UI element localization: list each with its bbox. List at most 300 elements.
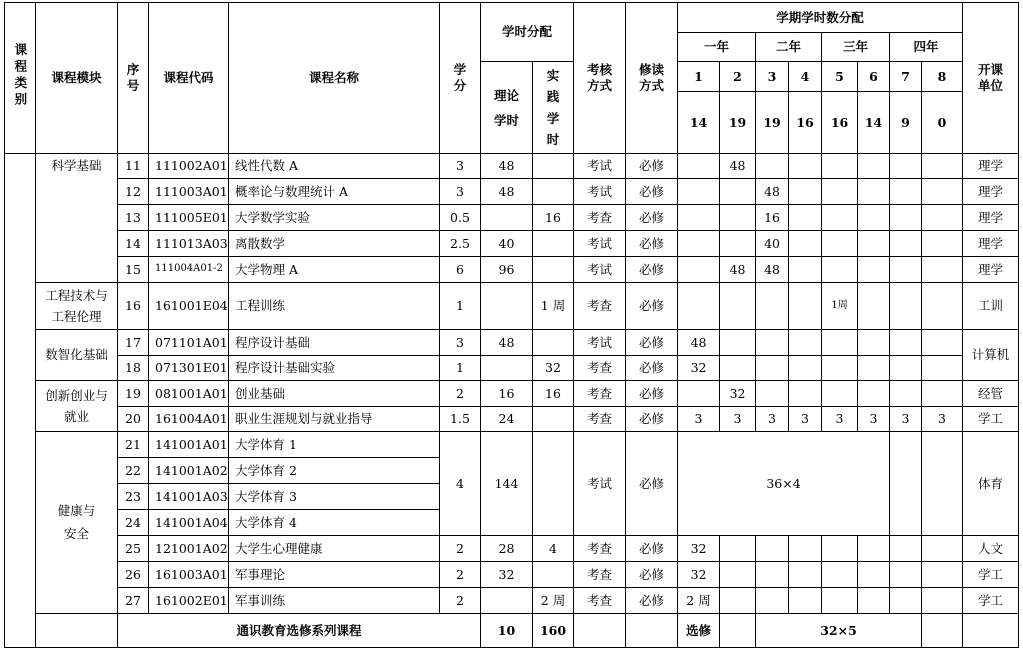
credit-cell: 1 <box>440 356 481 381</box>
term-cell: 48 <box>720 154 756 179</box>
term-cell <box>720 231 756 257</box>
header-category: 课程类别 <box>5 3 36 154</box>
term-cell: 3 <box>720 407 756 432</box>
table-row <box>5 179 1019 205</box>
term-cell <box>720 283 756 330</box>
term-cell <box>858 257 890 283</box>
unit-cell: 学工 <box>963 562 1019 588</box>
term-cell <box>789 179 822 205</box>
term-cell <box>756 381 789 407</box>
term-cell <box>822 231 858 257</box>
term-cell: 48 <box>720 257 756 283</box>
code-cell: 161001E04 <box>149 283 229 330</box>
study-cell: 必修 <box>626 381 678 407</box>
exam-cell: 考查 <box>574 536 626 562</box>
exam-cell: 考查 <box>574 407 626 432</box>
exam-cell: 考试 <box>574 257 626 283</box>
header-study: 修读方式 <box>626 3 678 154</box>
exam-cell: 考查 <box>574 562 626 588</box>
exam-cell: 考查 <box>574 283 626 330</box>
term-cell <box>756 588 789 614</box>
practice-cell <box>533 432 574 536</box>
header-unit: 开课单位 <box>963 3 1019 154</box>
term-cell: 32 <box>678 536 720 562</box>
name-cell: 工程训练 <box>229 283 440 330</box>
term-cell <box>922 154 963 179</box>
name-cell: 军事理论 <box>229 562 440 588</box>
term-cell <box>922 536 963 562</box>
study-cell: 必修 <box>626 588 678 614</box>
term-cell <box>922 231 963 257</box>
theory-cell <box>481 205 533 231</box>
theory-cell <box>481 588 533 614</box>
unit-cell: 体育 <box>963 432 1019 536</box>
header-hours-dist: 学时分配 <box>481 3 574 62</box>
term-cell <box>720 356 756 381</box>
term-cell <box>720 536 756 562</box>
term-cell <box>789 330 822 356</box>
term-cell <box>890 257 922 283</box>
table-row <box>5 330 1019 356</box>
term-cell <box>720 614 756 648</box>
header-year-4: 四年 <box>890 33 963 62</box>
header-term-3: 3 <box>756 62 789 92</box>
header-term-6: 6 <box>858 62 890 92</box>
unit-cell: 学工 <box>963 588 1019 614</box>
table-row <box>5 588 1019 614</box>
header-weeks-8: 0 <box>922 92 963 154</box>
header-term-2: 2 <box>720 62 756 92</box>
term-cell <box>678 381 720 407</box>
term-cell <box>720 562 756 588</box>
theory-cell: 48 <box>481 179 533 205</box>
header-term-5: 5 <box>822 62 858 92</box>
theory-cell: 28 <box>481 536 533 562</box>
header-weeks-2: 19 <box>720 92 756 154</box>
term-cell <box>789 381 822 407</box>
name-cell: 离散数学 <box>229 231 440 257</box>
credit-cell: 4 <box>440 432 481 536</box>
header-term-4: 4 <box>789 62 822 92</box>
table-row <box>5 283 1019 330</box>
term-cell <box>858 179 890 205</box>
name-cell: 大学体育 3 <box>229 484 440 510</box>
header-term-8: 8 <box>922 62 963 92</box>
term-cell <box>678 257 720 283</box>
term-cell: 32×5 <box>756 614 922 648</box>
seq-cell: 18 <box>118 356 149 381</box>
table-row <box>5 562 1019 588</box>
table-row <box>5 154 1019 179</box>
term-cell <box>789 588 822 614</box>
study-cell: 选修 <box>678 614 720 648</box>
name-cell: 创业基础 <box>229 381 440 407</box>
credit-cell: 3 <box>440 179 481 205</box>
code-cell: 111013A03 <box>149 231 229 257</box>
unit-cell: 理学 <box>963 257 1019 283</box>
theory-cell: 24 <box>481 407 533 432</box>
term-cell <box>858 562 890 588</box>
table-row <box>5 356 1019 381</box>
theory-cell: 32 <box>481 562 533 588</box>
term-cell <box>678 205 720 231</box>
term-cell <box>858 536 890 562</box>
exam-cell: 考试 <box>574 330 626 356</box>
credit-cell: 1.5 <box>440 407 481 432</box>
theory-cell: 160 <box>533 614 574 648</box>
term-cell <box>789 257 822 283</box>
seq-cell: 26 <box>118 562 149 588</box>
category-cell <box>5 154 36 648</box>
module-digital: 数智化基础 <box>36 330 118 381</box>
code-cell: 141001A03 <box>149 484 229 510</box>
practice-cell <box>533 179 574 205</box>
practice-cell <box>533 154 574 179</box>
term-cell <box>890 562 922 588</box>
term-cell: 2 周 <box>678 588 720 614</box>
term-cell: 36×4 <box>678 432 890 536</box>
name-cell: 大学体育 2 <box>229 458 440 484</box>
header-weeks-4: 16 <box>789 92 822 154</box>
unit-cell: 理学 <box>963 231 1019 257</box>
credit-cell: 1 <box>440 283 481 330</box>
term-cell: 48 <box>678 330 720 356</box>
credit-cell: 2 <box>440 381 481 407</box>
seq-cell: 14 <box>118 231 149 257</box>
exam-cell: 考查 <box>574 205 626 231</box>
term-cell: 3 <box>789 407 822 432</box>
header-seq: 序号 <box>118 3 149 154</box>
term-cell <box>890 330 922 356</box>
term-cell <box>890 536 922 562</box>
term-cell <box>858 330 890 356</box>
term-cell <box>720 179 756 205</box>
term-cell <box>822 562 858 588</box>
study-cell: 必修 <box>626 179 678 205</box>
header-term-1: 1 <box>678 62 720 92</box>
term-cell <box>756 562 789 588</box>
practice-cell: 32 <box>533 356 574 381</box>
table-row <box>5 257 1019 283</box>
credit-cell: 10 <box>481 614 533 648</box>
code-cell: 161002E01 <box>149 588 229 614</box>
name-cell: 军事训练 <box>229 588 440 614</box>
code-cell: 141001A02 <box>149 458 229 484</box>
credit-cell: 3 <box>440 330 481 356</box>
practice-cell <box>533 231 574 257</box>
header-practice: 实践学时 <box>533 62 574 154</box>
code-cell: 161004A01 <box>149 407 229 432</box>
module-innovation: 创新创业与就业 <box>36 381 118 432</box>
header-term-dist: 学期学时数分配 <box>678 3 963 33</box>
study-cell: 必修 <box>626 205 678 231</box>
header-name: 课程名称 <box>229 3 440 154</box>
term-cell <box>890 381 922 407</box>
term-cell <box>858 356 890 381</box>
term-cell <box>922 588 963 614</box>
exam-cell: 考查 <box>574 381 626 407</box>
seq-cell: 12 <box>118 179 149 205</box>
term-cell <box>822 588 858 614</box>
term-cell <box>720 205 756 231</box>
unit-cell: 理学 <box>963 179 1019 205</box>
term-cell <box>922 614 963 648</box>
practice-cell <box>533 562 574 588</box>
theory-cell <box>481 356 533 381</box>
seq-cell: 19 <box>118 381 149 407</box>
practice-cell: 4 <box>533 536 574 562</box>
term-cell <box>678 231 720 257</box>
term-cell <box>922 330 963 356</box>
unit-cell: 计算机 <box>963 330 1019 381</box>
term-cell <box>858 588 890 614</box>
credit-cell: 0.5 <box>440 205 481 231</box>
term-cell: 32 <box>678 356 720 381</box>
exam-cell: 考试 <box>574 179 626 205</box>
term-cell <box>922 179 963 205</box>
header-credit: 学分 <box>440 3 481 154</box>
seq-cell: 24 <box>118 510 149 536</box>
exam-cell: 考试 <box>574 154 626 179</box>
practice-cell: 1 周 <box>533 283 574 330</box>
practice-cell <box>533 330 574 356</box>
practice-cell <box>574 614 626 648</box>
seq-cell: 13 <box>118 205 149 231</box>
header-weeks-5: 16 <box>822 92 858 154</box>
seq-cell: 21 <box>118 432 149 458</box>
header-term-7: 7 <box>890 62 922 92</box>
study-cell: 必修 <box>626 231 678 257</box>
credit-cell: 2 <box>440 562 481 588</box>
term-cell <box>789 356 822 381</box>
term-cell: 48 <box>756 179 789 205</box>
practice-cell <box>533 257 574 283</box>
term-cell <box>756 356 789 381</box>
code-cell: 111003A01 <box>149 179 229 205</box>
code-cell: 111002A01 <box>149 154 229 179</box>
term-cell <box>858 154 890 179</box>
term-cell <box>858 231 890 257</box>
header-exam: 考核方式 <box>574 3 626 154</box>
code-cell: 141001A04 <box>149 510 229 536</box>
header-code: 课程代码 <box>149 3 229 154</box>
exam-cell <box>626 614 678 648</box>
seq-cell: 17 <box>118 330 149 356</box>
theory-cell <box>481 283 533 330</box>
term-cell <box>678 283 720 330</box>
term-cell <box>822 536 858 562</box>
unit-cell: 工训 <box>963 283 1019 330</box>
term-cell <box>756 283 789 330</box>
unit-cell: 理学 <box>963 205 1019 231</box>
term-cell <box>963 614 1019 648</box>
term-cell: 16 <box>756 205 789 231</box>
unit-cell: 经管 <box>963 381 1019 407</box>
term-cell: 3 <box>858 407 890 432</box>
term-cell <box>822 330 858 356</box>
code-cell: 081001A01 <box>149 381 229 407</box>
term-cell <box>890 432 922 536</box>
code-cell: 161003A01 <box>149 562 229 588</box>
header-weeks-7: 9 <box>890 92 922 154</box>
seq-cell: 11 <box>118 154 149 179</box>
table-row <box>5 536 1019 562</box>
term-cell <box>822 154 858 179</box>
term-cell <box>756 330 789 356</box>
seq-cell: 22 <box>118 458 149 484</box>
category-cell <box>36 614 118 648</box>
term-cell <box>890 356 922 381</box>
curriculum-table <box>4 2 1019 648</box>
term-cell <box>822 381 858 407</box>
table-row <box>5 614 1019 648</box>
theory-cell: 16 <box>481 381 533 407</box>
header-weeks-3: 19 <box>756 92 789 154</box>
term-cell <box>756 154 789 179</box>
header-theory: 理论学时 <box>481 62 533 154</box>
credit-cell: 2.5 <box>440 231 481 257</box>
credit-cell: 2 <box>440 588 481 614</box>
term-cell <box>789 283 822 330</box>
table-row <box>5 381 1019 407</box>
term-cell: 3 <box>922 407 963 432</box>
exam-cell: 考试 <box>574 432 626 536</box>
term-cell <box>789 231 822 257</box>
unit-cell: 人文 <box>963 536 1019 562</box>
term-cell <box>890 154 922 179</box>
term-cell: 3 <box>822 407 858 432</box>
name-cell: 程序设计基础 <box>229 330 440 356</box>
term-cell <box>789 536 822 562</box>
practice-cell: 2 周 <box>533 588 574 614</box>
term-cell: 32 <box>678 562 720 588</box>
term-cell: 3 <box>756 407 789 432</box>
code-cell: 071101A01 <box>149 330 229 356</box>
theory-cell: 144 <box>481 432 533 536</box>
term-cell <box>822 257 858 283</box>
practice-cell: 16 <box>533 205 574 231</box>
name-cell: 大学物理 A <box>229 257 440 283</box>
name-cell: 大学体育 4 <box>229 510 440 536</box>
term-cell: 1周 <box>822 283 858 330</box>
study-cell: 必修 <box>626 154 678 179</box>
study-cell: 必修 <box>626 432 678 536</box>
code-cell: 111005E01 <box>149 205 229 231</box>
code-cell: 071301E01 <box>149 356 229 381</box>
seq-cell: 23 <box>118 484 149 510</box>
theory-cell: 48 <box>481 154 533 179</box>
term-cell <box>890 205 922 231</box>
exam-cell: 考查 <box>574 356 626 381</box>
term-cell <box>789 205 822 231</box>
table-row <box>5 407 1019 432</box>
term-cell <box>822 179 858 205</box>
term-cell <box>890 283 922 330</box>
term-cell <box>756 536 789 562</box>
term-cell <box>890 179 922 205</box>
term-cell <box>858 205 890 231</box>
term-cell <box>922 283 963 330</box>
term-cell <box>922 205 963 231</box>
term-cell: 48 <box>756 257 789 283</box>
study-cell: 必修 <box>626 562 678 588</box>
unit-cell: 理学 <box>963 154 1019 179</box>
credit-cell: 3 <box>440 154 481 179</box>
name-cell: 概率论与数理统计 A <box>229 179 440 205</box>
exam-cell: 考查 <box>574 588 626 614</box>
credit-cell: 6 <box>440 257 481 283</box>
term-cell: 3 <box>678 407 720 432</box>
name-cell: 职业生涯规划与就业指导 <box>229 407 440 432</box>
term-cell <box>890 231 922 257</box>
study-cell: 必修 <box>626 283 678 330</box>
name-cell: 线性代数 A <box>229 154 440 179</box>
header-weeks-6: 14 <box>858 92 890 154</box>
name-cell: 大学生心理健康 <box>229 536 440 562</box>
theory-cell: 48 <box>481 330 533 356</box>
term-cell <box>678 154 720 179</box>
table-row <box>5 205 1019 231</box>
term-cell <box>922 356 963 381</box>
study-cell: 必修 <box>626 407 678 432</box>
seq-cell: 15 <box>118 257 149 283</box>
table-row <box>5 231 1019 257</box>
seq-cell: 16 <box>118 283 149 330</box>
term-cell <box>922 381 963 407</box>
term-cell: 3 <box>890 407 922 432</box>
table-row <box>5 432 1019 458</box>
term-cell <box>720 588 756 614</box>
theory-cell: 96 <box>481 257 533 283</box>
term-cell <box>858 283 890 330</box>
module-engineering: 工程技术与工程伦理 <box>36 283 118 330</box>
module-science: 科学基础 <box>36 154 118 283</box>
term-cell <box>922 257 963 283</box>
theory-cell: 40 <box>481 231 533 257</box>
term-cell <box>720 330 756 356</box>
study-cell: 必修 <box>626 536 678 562</box>
header-year-1: 一年 <box>678 33 756 62</box>
header-year-2: 二年 <box>756 33 822 62</box>
term-cell <box>922 562 963 588</box>
term-cell <box>890 588 922 614</box>
seq-cell: 27 <box>118 588 149 614</box>
name-cell: 大学体育 1 <box>229 432 440 458</box>
exam-cell: 考试 <box>574 231 626 257</box>
header-weeks-1: 14 <box>678 92 720 154</box>
term-cell <box>822 356 858 381</box>
term-cell <box>789 562 822 588</box>
study-cell: 必修 <box>626 330 678 356</box>
name-cell: 大学数学实验 <box>229 205 440 231</box>
header-year-3: 三年 <box>822 33 890 62</box>
term-cell <box>858 381 890 407</box>
unit-cell: 学工 <box>963 407 1019 432</box>
code-cell: 141001A01 <box>149 432 229 458</box>
term-cell: 32 <box>720 381 756 407</box>
name-cell: 程序设计基础实验 <box>229 356 440 381</box>
general-elective-name: 通识教育选修系列课程 <box>118 614 481 648</box>
term-cell <box>678 179 720 205</box>
practice-cell: 16 <box>533 381 574 407</box>
credit-cell: 2 <box>440 536 481 562</box>
study-cell: 必修 <box>626 356 678 381</box>
term-cell <box>922 432 963 536</box>
term-cell <box>789 154 822 179</box>
term-cell: 40 <box>756 231 789 257</box>
code-cell: 111004A01-2 <box>149 257 229 283</box>
code-cell: 121001A02 <box>149 536 229 562</box>
